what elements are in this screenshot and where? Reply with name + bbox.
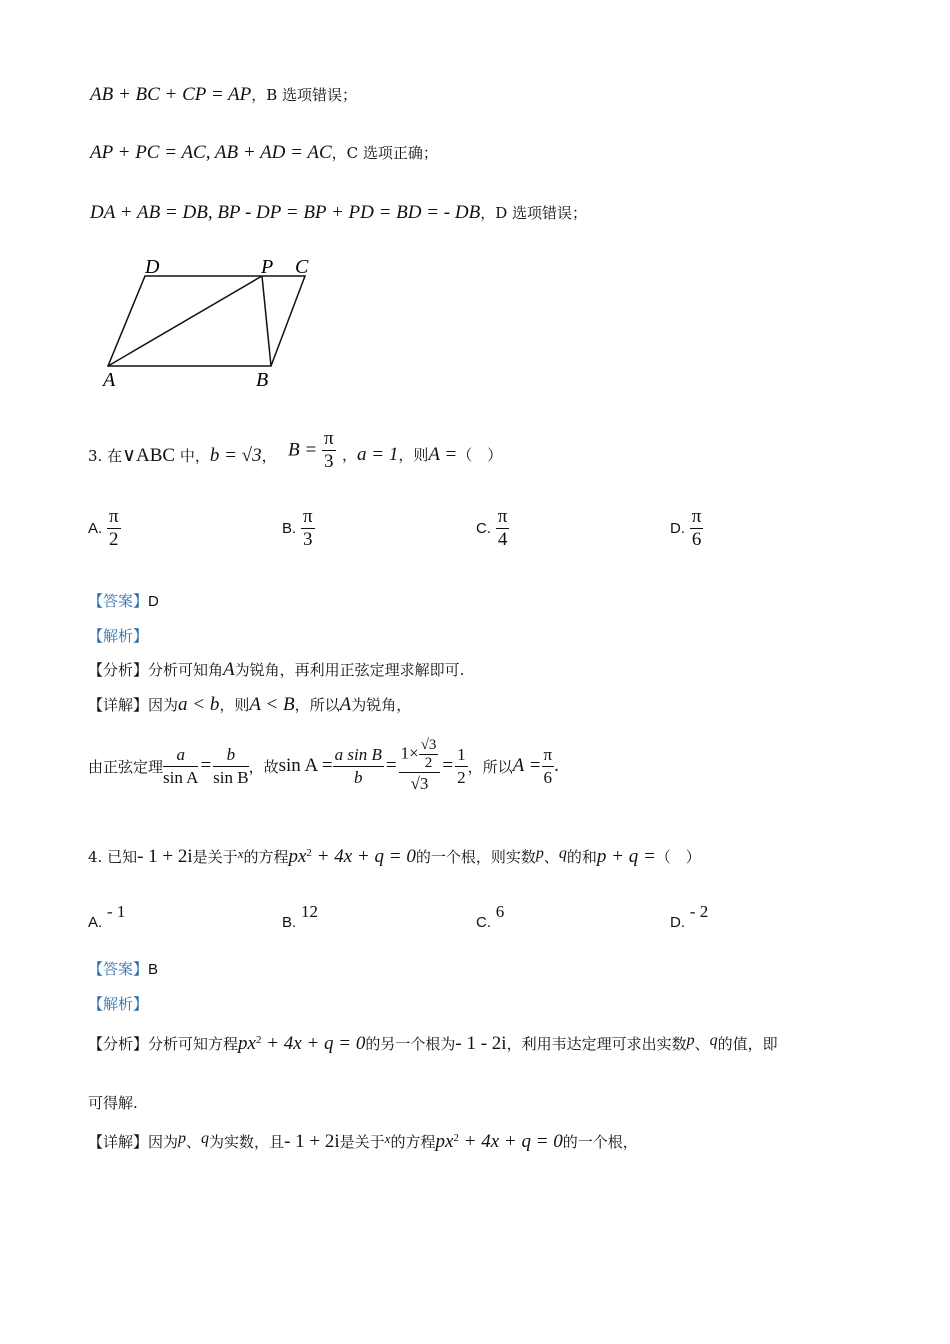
option-fraction [690,506,704,551]
line-text: ，C 选项正确； [331,144,438,162]
math: p [178,1130,187,1147]
fenxi-tag: 【分析】 [88,661,149,679]
text: 分析可知方程 [148,1035,239,1053]
line-d-option [90,202,587,224]
text: 的方程 [390,1133,436,1151]
answer-blank: （ ） [655,848,701,866]
text: 的一个根， [562,1133,638,1151]
answer-tag: 【答案】 [88,592,149,610]
q4-fenxi-cont [88,1092,138,1113]
frac-num: π [497,506,508,527]
math: p + q = [596,846,656,867]
text: 可得解. [88,1094,138,1112]
frac-den: b [354,767,363,787]
frac-num: π [542,744,555,767]
question-4-stem [88,845,701,868]
q3-analysis-heading [88,625,148,646]
math: p [535,845,544,862]
triangle-symbol: ∨ABC [122,445,176,466]
analysis-tag: 【解析】 [88,995,149,1013]
frac-num: π [323,428,334,449]
frac-num: π [108,506,119,527]
option-fraction [301,506,315,551]
text: 因为 [148,1133,179,1151]
equals: = [442,755,454,776]
q3-option-a[interactable] [88,506,121,551]
frac-root3-2 [419,737,439,772]
xiangjie-tag: 【详解】 [88,1133,149,1151]
text: ，利用韦达定理可求出实数 [506,1035,687,1053]
q3-answer [88,590,159,611]
fenxi-tag: 【分析】 [88,1035,149,1053]
stem-text: ， [342,446,358,464]
equals: = [385,755,397,776]
math: px [288,846,307,867]
frac-den: 6 [691,529,702,550]
frac-num: 1 [455,744,468,767]
question-3-stem-tail [342,444,502,466]
frac-den: √3 [410,774,429,793]
text: ，所以 [467,757,513,776]
a-value: a = 1 [357,444,399,465]
frac-den: 6 [543,767,553,787]
option-letter: D. [670,520,685,537]
frac-den: 4 [497,529,508,550]
math: A < B [249,694,295,715]
label-d: D [145,256,160,278]
option-letter: C. [476,520,491,537]
stem-text: ， [261,447,277,465]
text: 由正弦定理 [88,757,164,776]
q4-fenxi [88,1032,778,1055]
text: 、 [543,848,559,866]
option-letter: C. [476,914,491,931]
answer-value: D [148,593,159,610]
option-letter: B. [282,520,297,537]
frac-den: 3 [303,529,313,550]
text: 分析可知角 [148,661,224,679]
frac-den: 2 [109,529,119,550]
line-b-option [90,84,357,106]
math: + 4x + q = 0 [311,846,416,867]
frac-num: b [213,744,248,767]
text: 是关于 [339,1133,385,1151]
frac-den: 3 [324,451,334,472]
complex-root: - 1 - 2i [455,1033,507,1054]
period: . [554,755,559,776]
line-text: ，B 选项错误； [251,86,358,104]
stem-text: 中， [175,447,210,465]
option-value: - 2 [689,902,709,921]
text: ，故 [248,757,279,776]
option-value: 6 [495,902,505,921]
text: 为锐角， [351,696,412,714]
math: a < b [178,694,220,715]
q4-option-a[interactable] [88,902,126,931]
text: 1× [400,743,419,763]
frac-b-sinB [213,744,248,789]
math: A = [512,755,542,776]
answer-tag: 【答案】 [88,960,149,978]
option-fraction [496,506,510,551]
text: 因为 [148,696,179,714]
q3-option-d[interactable] [670,506,703,551]
question-number: 4. 已知 [88,848,138,866]
math: sin A = [278,755,333,776]
math: + 4x + q = 0 [261,1033,366,1054]
frac-num: √3 [420,737,437,753]
option-letter: D. [670,914,685,931]
frac-compound [399,737,441,795]
answer-value: B [148,961,159,978]
math: A [223,659,235,680]
q4-xiangjie [88,1130,638,1153]
q4-answer [88,958,158,979]
label-p: P [261,256,274,278]
math: q [709,1032,718,1049]
complex-root: - 1 + 2i [137,846,193,867]
frac-den: 2 [424,755,433,771]
text: 是关于 [192,848,238,866]
math: A [339,694,352,715]
vector-equation: DA + AB = DB, BP - DP = BP + PD = BD = - DB [90,202,481,223]
frac-pi-6 [542,744,555,789]
text: 为实数，且 [209,1133,285,1151]
math: x [237,846,244,861]
frac-num: π [302,506,313,527]
frac-half [455,744,468,789]
q4-option-d[interactable] [670,902,709,931]
line-c-option [90,142,438,164]
text: 、 [694,1035,710,1053]
pi-over-3 [322,428,336,473]
option-fraction [107,506,121,551]
question-3-b-angle [288,428,336,473]
math: q [201,1130,210,1147]
math: x [384,1131,391,1146]
a-angle: A = [428,444,458,465]
answer-blank: （ ） [457,446,503,464]
text: 的另一个根为 [365,1035,456,1053]
vector-equation: AB + BC + CP = AP [90,84,252,105]
text: 为锐角，再利用正弦定理求解即可. [234,661,465,679]
parallelogram-figure [95,252,325,394]
text: 的值，即 [717,1035,778,1053]
text: 、 [186,1133,202,1151]
frac-asinB-b [333,744,384,789]
option-value: - 1 [106,902,126,921]
math: px [238,1033,256,1054]
text: 的和 [566,848,597,866]
text: ，则 [219,696,250,714]
frac-num: a sin B [333,744,384,767]
option-letter: A. [88,520,103,537]
frac-a-sinA [163,744,198,789]
frac-den: 2 [457,767,466,787]
frac-num: a [163,744,198,767]
vector-equation: AP + PC = AC, AB + AD = AC [90,142,332,163]
math: q [558,845,567,862]
question-number: 3. 在 [88,447,123,465]
equals: = [200,755,212,776]
q4-option-c[interactable] [476,902,505,931]
stem-text: ，则 [398,446,429,464]
label-c: C [295,256,309,278]
text: 的方程 [243,848,289,866]
q3-option-b[interactable] [282,506,315,551]
math: px [435,1131,454,1152]
q3-xiangjie [88,694,411,716]
angle-b-eq: B = [288,439,318,461]
q3-option-c[interactable] [476,506,509,551]
exponent: 2 [255,1034,262,1046]
frac-num: π [691,506,702,527]
math: p [686,1032,695,1049]
frac-den: sin A [163,767,199,787]
q3-sine-law-line [88,728,559,804]
option-value: 12 [300,902,318,921]
complex-root: - 1 + 2i [284,1131,340,1152]
question-3-stem [88,444,277,467]
label-b: B [256,369,269,391]
exponent: 2 [453,1132,459,1144]
xiangjie-tag: 【详解】 [88,696,149,714]
b-value: b = √3 [209,445,262,466]
analysis-tag: 【解析】 [88,627,149,645]
text: ，所以 [294,696,340,714]
line-text: ，D 选项错误； [480,204,588,222]
frac-den: sin B [213,767,249,787]
label-a: A [103,369,116,391]
q4-analysis-heading [88,993,148,1014]
q4-option-b[interactable] [282,902,318,931]
text: 的一个根，则实数 [415,848,536,866]
exponent: 2 [306,847,312,859]
option-letter: B. [282,914,297,931]
option-letter: A. [88,914,103,931]
math: + 4x + q = 0 [458,1131,563,1152]
q3-fenxi [88,659,464,681]
